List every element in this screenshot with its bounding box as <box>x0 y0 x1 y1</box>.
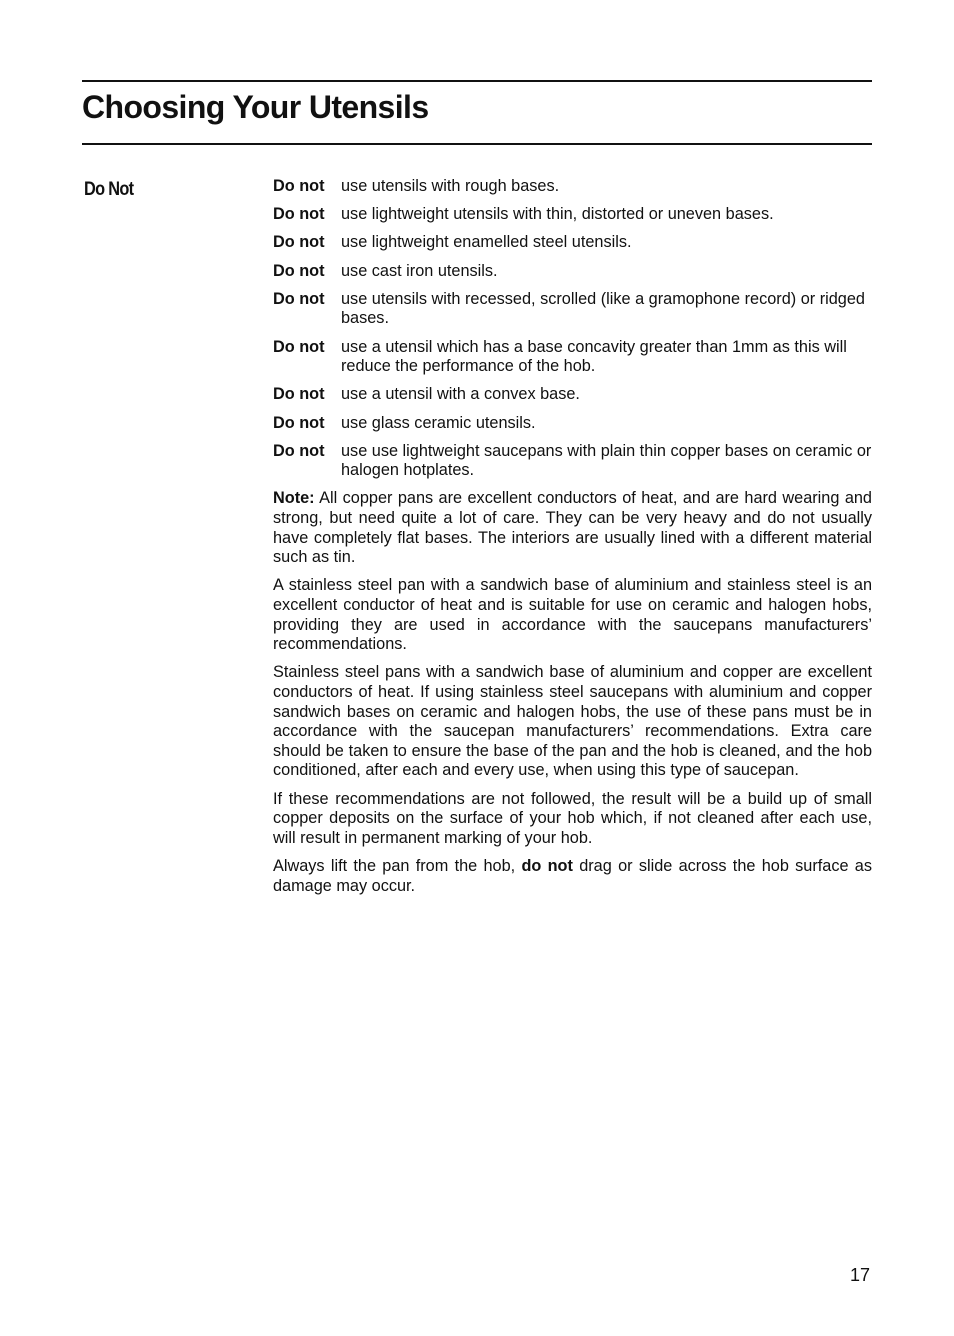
body-paragraph: A stainless steel pan with a sandwich base of aluminium and stainless steel is an excellent conductor of heat and is suitable for use on ceramic and halogen hobs, providing they are used in accordance with the saucepans manufacturers’ recommendations. <box>273 576 872 654</box>
do-not-key: Do not <box>273 385 325 404</box>
note-label: Note: <box>273 489 315 508</box>
do-not-item <box>273 385 872 405</box>
do-not-key: Do not <box>273 177 325 195</box>
do-not-item <box>273 233 872 253</box>
do-not-key: Do not <box>273 205 325 224</box>
section-label: Do Not <box>84 179 134 200</box>
do-not-text: use a utensil which has a base concavity greater than 1mm as this will reduce the performance of the hob. <box>341 337 847 376</box>
do-not-text: use lightweight enamelled steel utensils. <box>341 233 632 252</box>
do-not-key: Do not <box>273 289 325 308</box>
do-not-key: Do not <box>273 337 325 356</box>
final-text-before: Always lift the pan from the hob, <box>273 856 522 875</box>
do-not-item <box>273 338 872 377</box>
final-paragraph <box>273 857 872 896</box>
body-paragraph: If these recommendations are not followed, the result will be a build up of small copper deposits on the surface of your hob which, if not cleaned after each use, will result in permanent marking of your hob. <box>273 789 872 847</box>
do-not-text: use a utensil with a convex base. <box>341 385 580 404</box>
body-paragraph: Stainless steel pans with a sandwich base of aluminium and copper are excellent conductors of heat. If using stainless steel saucepans with aluminium and copper sandwich bases on ceramic and halogen hobs, the use of these pans must be in accordance with the saucepan manufacturers’ recommendations. Extra care should be taken to ensure the base of the pan and the hob is cleaned, and the hob conditioned, after each and every use, when using this type of saucepan. <box>273 663 872 780</box>
page-title: Choosing Your Utensils <box>82 89 429 125</box>
do-not-item <box>273 262 872 282</box>
do-not-key: Do not <box>273 261 325 280</box>
do-not-text: use lightweight utensils with thin, distorted or uneven bases. <box>341 205 774 224</box>
do-not-key: Do not <box>273 233 325 252</box>
do-not-item <box>273 205 872 225</box>
do-not-item <box>273 442 872 481</box>
main-content <box>273 177 872 905</box>
do-not-item <box>273 290 872 329</box>
note-paragraph <box>273 489 872 567</box>
do-not-text: use utensils with recessed, scrolled (like a gramophone record) or ridged bases. <box>341 289 865 328</box>
header-top-rule <box>82 80 872 82</box>
do-not-key: Do not <box>273 441 325 460</box>
do-not-text: use cast iron utensils. <box>341 261 498 280</box>
do-not-text: use glass ceramic utensils. <box>341 413 536 432</box>
do-not-list <box>273 177 872 481</box>
final-text-bold: do not <box>521 856 573 875</box>
page-number: 17 <box>850 1265 871 1285</box>
do-not-key: Do not <box>273 413 325 432</box>
do-not-text: use use lightweight saucepans with plain thin copper bases on ceramic or halogen hotplates. <box>341 441 872 480</box>
header-bottom-rule <box>82 143 872 145</box>
do-not-text: use utensils with rough bases. <box>341 177 560 195</box>
final-text-after: drag or slide across the hob surface as damage may occur. <box>273 856 873 895</box>
do-not-item <box>273 177 872 197</box>
note-text: All copper pans are excellent conductors of heat, and are hard wearing and strong, but need quite a lot of care. They can be very heavy and do not usually have completely flat bases. The interiors are usually lined with a different material such as tin. <box>273 489 872 567</box>
do-not-item <box>273 414 872 434</box>
